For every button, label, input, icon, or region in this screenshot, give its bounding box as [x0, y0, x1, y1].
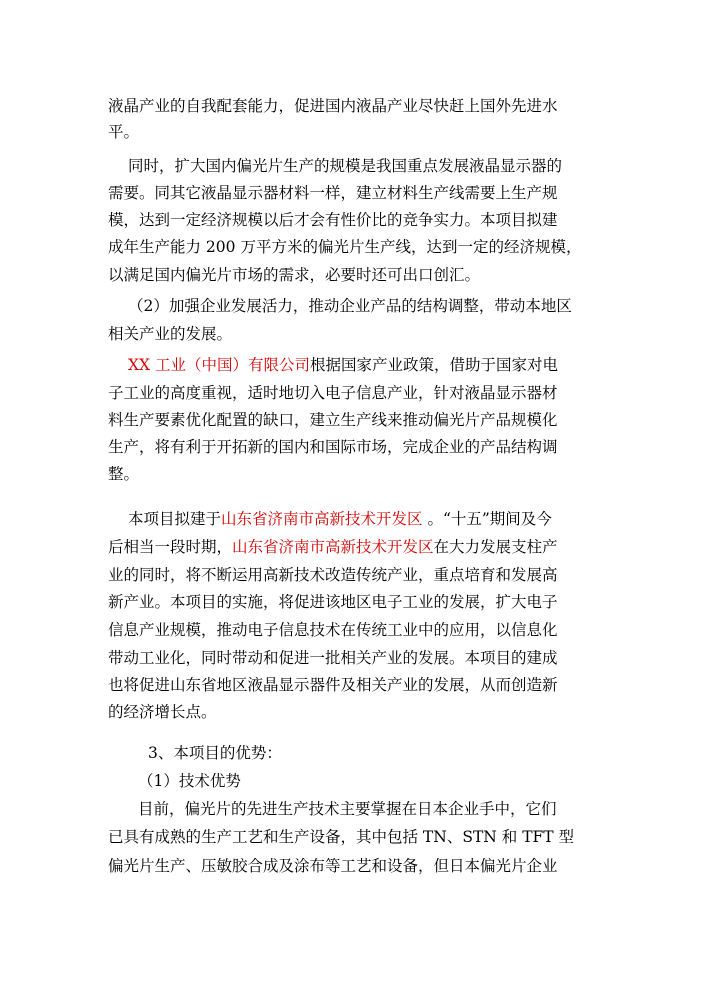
text-line: [108, 410, 558, 430]
text-line: [108, 702, 217, 722]
text-segment: 根据国家产业政策，借助于国家对电: [310, 356, 559, 374]
text-line: [108, 96, 558, 116]
text-line: [108, 464, 139, 484]
text-line: [128, 355, 558, 375]
text-segment: 。“十五”期间及今: [422, 510, 552, 528]
text-line: [138, 799, 557, 819]
text-line: [108, 856, 558, 876]
text-segment: 相关产业的发展。: [108, 325, 233, 343]
text-segment: 需要。同其它液晶显示器材料一样，建立材料生产线需要上生产规: [108, 184, 558, 202]
text-segment: （1）技术优势: [138, 772, 241, 790]
text-segment: （2）加强企业发展活力，推动企业产品的结构调整，带动本地区: [128, 297, 572, 315]
text-segment: 子工业的高度重视，适时地切入电子信息产业，针对液晶显示器材: [108, 384, 558, 402]
text-segment: 模，达到一定经济规模以后才会有性价比的竞争实力。本项目拟建: [108, 211, 558, 229]
text-line: [108, 237, 581, 257]
text-line: [128, 296, 572, 316]
text-line: [138, 771, 241, 791]
text-line: [108, 620, 558, 640]
text-segment: 料生产要素优化配置的缺口，建立生产线来推动偏光片产品规模化: [108, 411, 558, 429]
text-segment: 业的同时，将不断运用高新技术改造传统产业，重点培育和发展高: [108, 566, 558, 584]
text-segment: 平。: [108, 123, 140, 141]
text-line: [108, 827, 574, 847]
text-segment: 本项目拟建于: [128, 510, 222, 528]
text-line: [148, 743, 282, 763]
text-line: [108, 648, 558, 668]
text-segment: 整。: [108, 465, 140, 483]
text-segment: 同时，扩大国内偏光片生产的规模是我国重点发展液晶显示器的: [128, 157, 563, 175]
text-segment: 偏光片生产、压敏胶合成及涂布等工艺和设备，但日本偏光片企业: [108, 857, 558, 875]
text-segment: 目前，偏光片的先进生产技术主要掌握在日本企业手中，它们: [138, 800, 557, 818]
text-line: [128, 509, 552, 529]
text-segment: 新产业。本项目的实施，将促进该地区电子工业的发展，扩大电子: [108, 593, 558, 611]
text-line: [108, 437, 558, 457]
text-segment: 后相当一段时期，: [108, 538, 233, 556]
text-line: [128, 156, 562, 176]
highlighted-text: 山东省济南市高新技术开发区: [232, 538, 434, 556]
text-segment: 的经济增长点。: [108, 703, 217, 721]
text-line: [108, 537, 558, 557]
text-line: [108, 565, 558, 585]
text-line: [108, 210, 558, 230]
highlighted-text: XX 工业（中国）有限公司: [128, 356, 310, 374]
text-line: [108, 383, 558, 403]
text-segment: 成年生产能力 200 万平方米的偏光片生产线，达到一定的经济规模，: [108, 238, 582, 256]
text-line: [108, 675, 558, 695]
text-segment: 3、本项目的优势：: [148, 744, 282, 762]
text-segment: 带动工业化，同时带动和促进一批相关产业的发展。本项目的建成: [108, 649, 558, 667]
text-segment: 液晶产业的自我配套能力，促进国内液晶产业尽快赶上国外先进水: [108, 97, 558, 115]
text-line: [108, 265, 480, 285]
text-segment: 以满足国内偏光片市场的需求，必要时还可出口创汇。: [108, 266, 481, 284]
text-segment: 已具有成熟的生产工艺和生产设备，其中包括 TN、STN 和 TFT 型: [108, 828, 575, 846]
text-line: [108, 592, 558, 612]
text-line: [108, 324, 232, 344]
text-line: [108, 183, 558, 203]
text-line: [108, 122, 139, 142]
text-segment: 也将促进山东省地区液晶显示器件及相关产业的发展，从而创造新: [108, 676, 558, 694]
text-segment: 在大力发展支柱产: [433, 538, 558, 556]
text-segment: 信息产业规模，推动电子信息技术在传统工业中的应用，以信息化: [108, 621, 558, 639]
text-segment: 生产，将有利于开拓新的国内和国际市场，完成企业的产品结构调: [108, 438, 558, 456]
highlighted-text: 山东省济南市高新技术开发区: [221, 510, 423, 528]
